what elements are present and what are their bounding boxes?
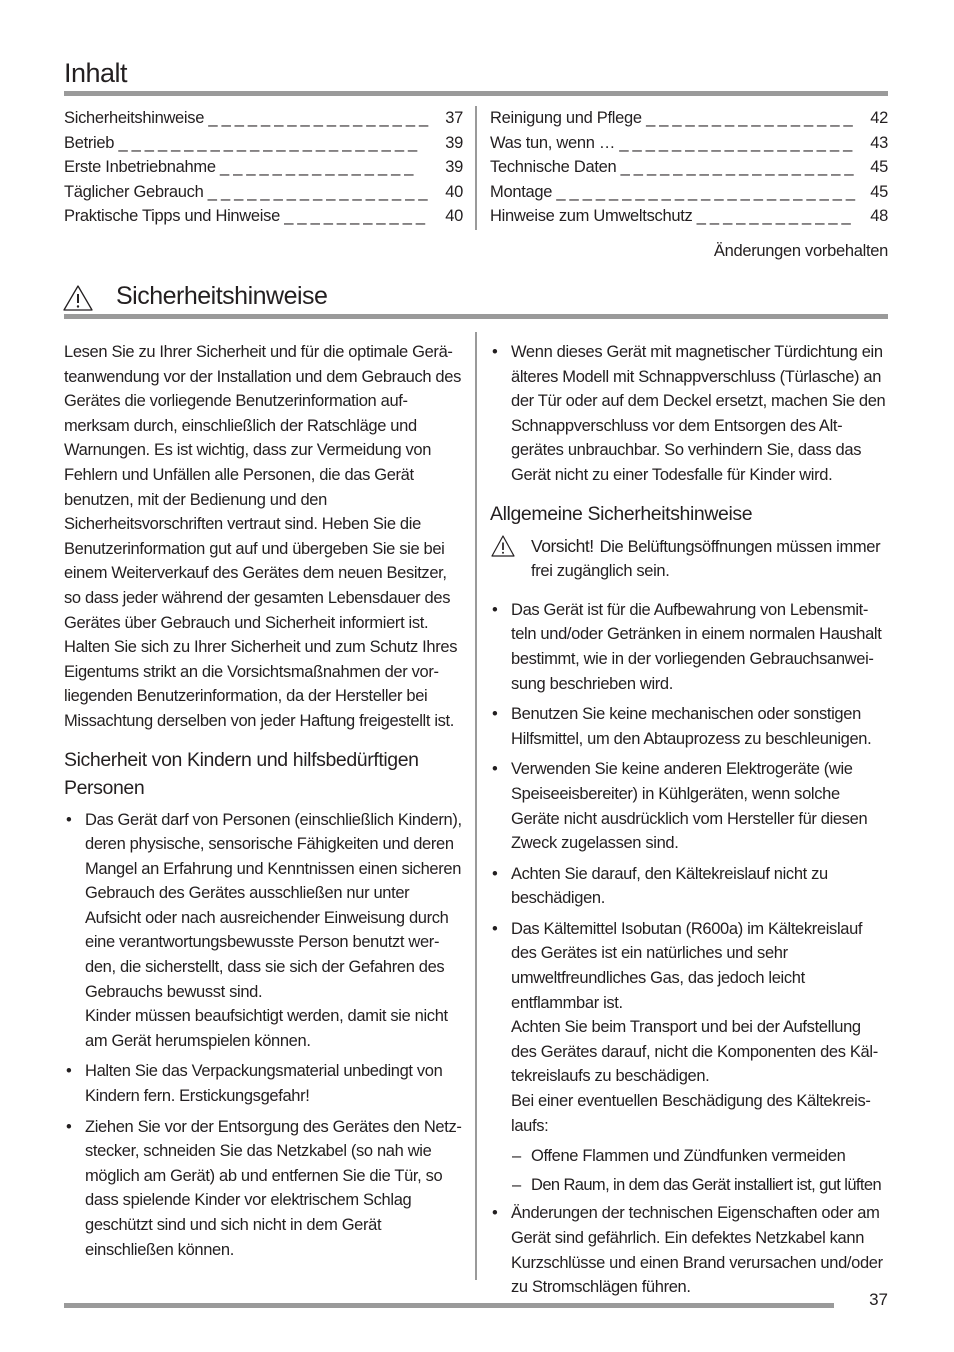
toc-entry-page: 45 [870,158,888,176]
general-safety-heading: Allgemeine Sicherheitshinweise [490,502,753,525]
column-divider [475,332,477,1280]
toc-entry-page: 39 [445,158,463,176]
list-item-text: Achten Sie beim Transport und bei der Aufstellung des Gerätes darauf, nicht die Komponenten des Kältekreislaufs zu beschädigen. [511,1018,879,1086]
list-item [490,757,888,855]
sub-list-item [490,1144,888,1169]
toc-entry-page: 40 [445,182,463,201]
list-item [64,1115,463,1263]
toc-entry-page: 37 [445,109,463,127]
warning-icon [62,284,94,312]
list-item [490,702,888,751]
toc-entry[interactable] [64,180,463,205]
toc-entry-label: Erste Inbetriebnahme _ _ _ _ _ _ _ _ _ _ _ _ _ _ _ [64,158,414,176]
toc-entry-label: Sicherheitshinweise _ _ _ _ _ _ _ _ _ _ _ _ _ _ _ _ _ [64,109,428,127]
list-item-text: • Änderungen der technischen Eigenschaften oder am Gerät sind gefährlich. Ein defektes Netzkabel kann Kurzschlüsse und einen Brand verursachen und/oder zu Stromschlägen führen. [511,1204,883,1297]
footer-rule [64,1303,834,1308]
list-item [490,340,888,488]
list-item-text: • Das Gerät ist für die Aufbewahrung von Lebensmitteln und/oder Getränken in einem normalen Haushalt bestimmt, wie in der vorliegenden Gebrauchsanweisung beschrieben wird. [511,600,882,693]
toc-entry-label: Montage _ _ _ _ _ _ _ _ _ _ _ _ _ _ _ _ _ _ _ _ _ _ _ [490,182,855,201]
list-item [490,598,888,696]
changes-reserved-note: Änderungen vorbehalten [713,242,888,260]
toc-entry-page: 39 [445,133,463,152]
list-item [64,1059,463,1108]
toc-entry[interactable] [490,204,888,229]
sub-list-item-text: – Den Raum, in dem das Gerät installiert ist, gut lüften [531,1175,882,1194]
list-item-text: • Halten Sie das Verpackungsmaterial unbedingt von Kindern fern. Erstickungsgefahr! [85,1062,443,1106]
section-title-rule [64,314,888,319]
sub-list-item [490,1173,888,1198]
left-column [64,340,463,1268]
toc-entry[interactable] [64,106,463,131]
toc-entry-page: 42 [870,109,888,127]
caution-label: Vorsicht! [531,535,594,556]
toc-entry-page: 40 [445,207,463,225]
intro-paragraph: Lesen Sie zu Ihrer Sicherheit und für die optimale Geräteanwendung vor der Installation und dem Gebrauch des Gerätes die vorliegende Benutzerinformation aufmerksam durch, einschließlich der Ratschläge und Warnungen. Es ist wichtig, dass zur Vermeidung von Fehlern und Unfällen alle Personen, die das Gerät benutzen, mit der Bedienung und den Sicherheitsvorschriften vertraut sind. Heben Sie die Benutzerinformation gut auf und übergeben Sie sie bei einem Weiterverkauf des Gerätes dem neuen Besitzer, so dass jeder während der gesamten Lebensdauer des Gerätes über Gebrauch und Sicherheit informiert ist. [64,343,461,632]
toc-entry[interactable] [64,204,463,229]
children-safety-heading: Sicherheit von Kindern und hilfsbedürftigen Personen [64,748,419,799]
intro-paragraph: Halten Sie sich zu Ihrer Sicherheit und zum Schutz Ihres Eigentums strikt an die Vorsichtsmaßnahmen der vorliegenden Benutzerinformation, da der Hersteller bei Missachtung derselben von jeder Haftung freigestellt ist. [64,638,458,730]
toc-right [490,106,888,229]
caution-icon [490,534,516,558]
list-item-text: Kinder müssen beaufsichtigt werden, damit sie nicht am Gerät herumspielen können. [85,1007,448,1050]
page-number: 37 [869,1290,888,1309]
list-item [64,808,463,1054]
toc-entry[interactable] [490,106,888,131]
toc-entry-page: 45 [870,182,888,201]
caution-text: Die Belüftungsöffnungen müssen immer frei zugänglich sein. [531,537,881,581]
caution-box [490,534,888,584]
list-item-text: • Verwenden Sie keine anderen Elektrogeräte (wie Speiseeisbereiter) in Kühlgeräten, wenn solche Geräte nicht ausdrücklich vom Hersteller für diesen Zweck zugelassen sind. [511,760,868,853]
list-item-text: • Benutzen Sie keine mechanischen oder sonstigen Hilfsmittel, um den Abtauprozess zu beschleunigen. [511,705,872,748]
list-item-text: • Achten Sie darauf, den Kältekreislauf nicht zu beschädigen. [511,864,828,908]
sub-list-item-text: – Offene Flammen und Zündfunken vermeiden [531,1147,846,1166]
toc-entry[interactable] [490,155,888,180]
right-column [490,340,888,1306]
toc-entry-label: Hinweise zum Umweltschutz _ _ _ _ _ _ _ _ _ _ _ _ [490,207,851,225]
toc-entry-page: 43 [870,133,888,152]
toc-entry-label: Praktische Tipps und Hinweise _ _ _ _ _ _ _ _ _ _ _ [64,207,425,225]
toc-entry[interactable] [490,131,888,156]
list-item-text: • Wenn dieses Gerät mit magnetischer Türdichtung ein älteres Modell mit Schnappverschluss (Türlasche) an der Tür oder auf dem Deckel ersetzt, machen Sie den Schnappverschluss vor dem Entsorgen des Altgerätes unbrauchbar. So verhindern Sie, dass das Gerät nicht zu einer Todesfalle für Kinder wird. [511,343,886,484]
toc-entry[interactable] [490,180,888,205]
list-item-text: • Das Gerät darf von Personen (einschließlich Kindern), deren physische, sensorische Fähigkeiten und deren Mangel an Erfahrung und Kenntnissen einen sicheren Gebrauch des Gerätes ausschließen nur unter Aufsicht oder nach ausreichender Einweisung durch eine verantwortungsbewusste Person benutzt werden, die sicherstellt, dass sie sich der Gefahren des Gebrauchs bewusst sind. [85,810,462,1001]
list-item [490,1201,888,1299]
toc-left [64,106,463,229]
section-title: Sicherheitshinweise [116,282,328,310]
list-item-text: • Das Kältemittel Isobutan (R600a) im Kältekreislauf des Gerätes ist ein natürliches und sehr umweltfreundliches Gas, das jedoch leicht entflammbar ist. [511,919,863,1012]
toc-entry-label: Reinigung und Pflege _ _ _ _ _ _ _ _ _ _ _ _ _ _ _ _ [490,109,853,127]
toc-entry[interactable] [64,131,463,156]
list-item-text: Bei einer eventuellen Beschädigung des Kältekreislaufs: [511,1092,871,1135]
toc-entry-label: Betrieb _ _ _ _ _ _ _ _ _ _ _ _ _ _ _ _ _ _ _ _ _ _ _ [64,133,417,152]
toc-entry-label: Was tun, wenn … _ _ _ _ _ _ _ _ _ _ _ _ _ _ _ _ _ _ [490,133,853,152]
toc-entry-label: Täglicher Gebrauch _ _ _ _ _ _ _ _ _ _ _ _ _ _ _ _ _ [64,182,428,201]
list-item [490,862,888,911]
toc-entry[interactable] [64,155,463,180]
toc-entry-label: Technische Daten _ _ _ _ _ _ _ _ _ _ _ _ _ _ _ _ _ _ [490,158,854,176]
list-item [490,917,888,1138]
toc-column-divider [475,106,477,230]
list-item-text: • Ziehen Sie vor der Entsorgung des Gerätes den Netzstecker, schneiden Sie das Netzkabel (so nah wie möglich am Gerät) ab und entfernen Sie die Tür, so dass spielende Kinder vor elektrischem Schlag geschützt sind und sich nicht in dem Gerät einschließen können. [85,1117,462,1259]
toc-title: Inhalt [64,58,128,88]
toc-entry-page: 48 [870,207,888,225]
toc-title-rule [64,91,888,96]
